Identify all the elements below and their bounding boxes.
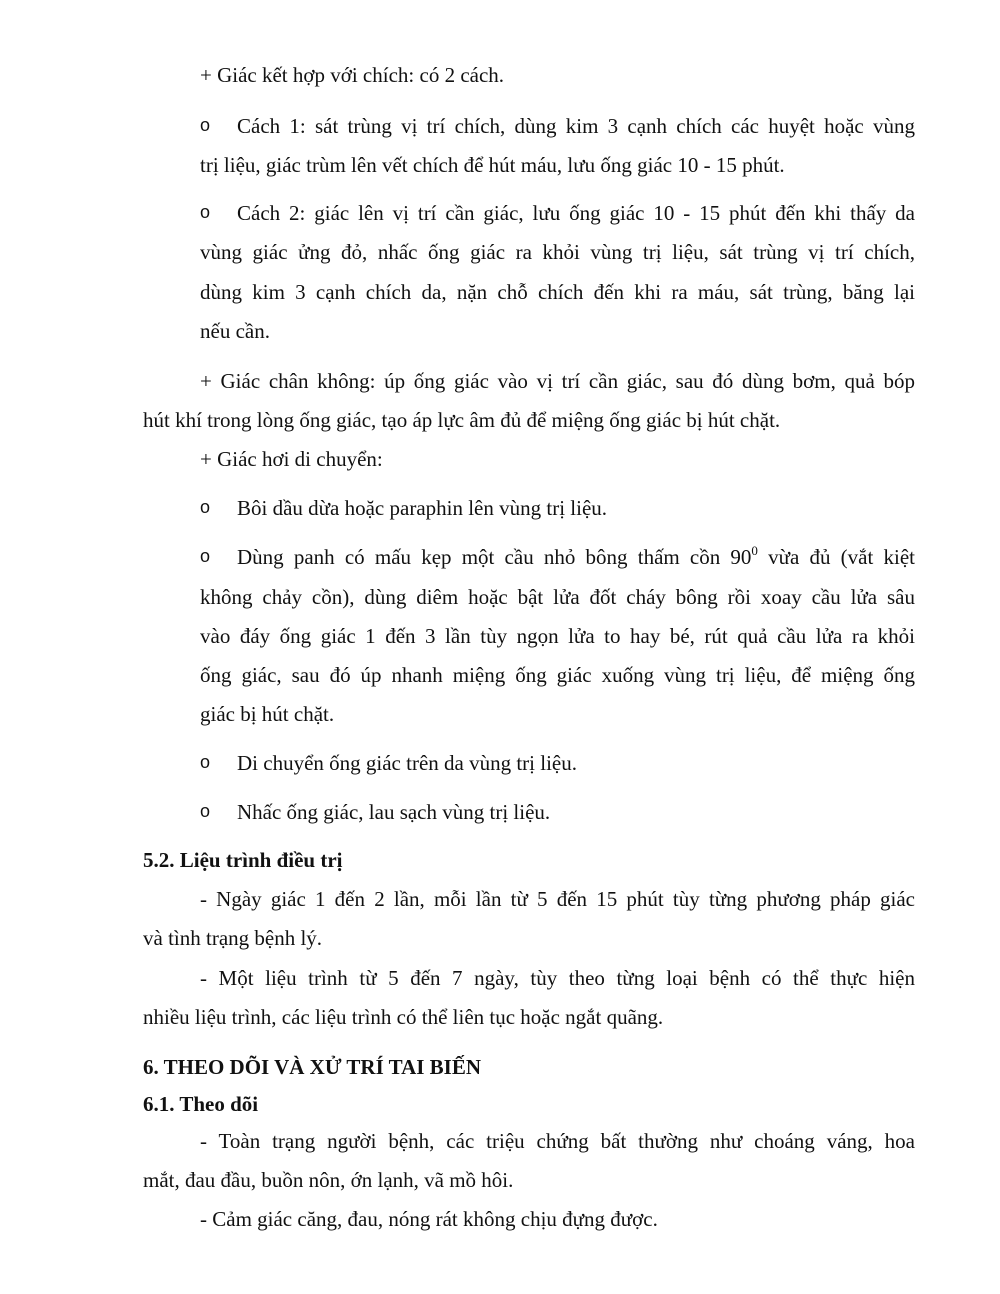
text-line: - Một liệu trình từ 5 đến 7 ngày, tùy theo từng loại bệnh có thể thực hiện [200, 966, 915, 990]
bullet-circle-icon: o [200, 546, 211, 566]
text-line: - Ngày giác 1 đến 2 lần, mỗi lần từ 5 đến 15 phút tùy từng phương pháp giác [200, 887, 915, 911]
text-line: Cách 2: giác lên vị trí cần giác, lưu ống giác 10 - 15 phút đến khi thấy da [237, 201, 915, 225]
text-line: trị liệu, giác trùm lên vết chích để hút máu, lưu ống giác 10 - 15 phút. [200, 153, 785, 177]
text-line: và tình trạng bệnh lý. [143, 926, 323, 950]
text-line: vào đáy ống giác 1 đến 3 lần tùy ngọn lửa to hay bé, rút quả cầu lửa ra khỏi [200, 624, 915, 648]
text-line: nhiều liệu trình, các liệu trình có thể liên tục hoặc ngắt quãng. [143, 1005, 664, 1029]
text-line: Bôi dầu dừa hoặc paraphin lên vùng trị liệu. [237, 496, 608, 520]
text-line: + Giác hơi di chuyển: [200, 447, 383, 471]
text-line: - Cảm giác căng, đau, nóng rát không chịu đựng được. [200, 1207, 658, 1231]
bullet-circle-icon: o [200, 801, 211, 821]
superscript-degree: 0 [751, 543, 758, 558]
bullet-circle-icon: o [200, 115, 211, 135]
text-line: - Toàn trạng người bệnh, các triệu chứng bất thường như choáng váng, hoa [200, 1129, 915, 1153]
text-line: không chảy cồn), dùng diêm hoặc bật lửa đốt cháy bông rồi xoay cầu lửa sâu [200, 585, 915, 609]
text-line: + Giác chân không: úp ống giác vào vị trí cần giác, sau đó dùng bơm, quả bóp [200, 369, 915, 393]
text-line: dùng kim 3 cạnh chích da, nặn chỗ chích đến khi ra máu, sát trùng, băng lại [200, 280, 915, 304]
text-run: vừa đủ (vắt kiệt [757, 545, 915, 569]
section-heading-6-1: 6.1. Theo dõi [143, 1092, 259, 1116]
section-heading-6: 6. THEO DÕI VÀ XỬ TRÍ TAI BIẾN [143, 1055, 482, 1079]
text-line: Nhấc ống giác, lau sạch vùng trị liệu. [237, 800, 551, 824]
text-line: Cách 1: sát trùng vị trí chích, dùng kim 3 cạnh chích các huyệt hoặc vùng [237, 114, 915, 138]
text-line: nếu cần. [200, 319, 270, 343]
text-line: hút khí trong lòng ống giác, tạo áp lực âm đủ để miệng ống giác bị hút chặt. [143, 408, 781, 432]
text-line: giác bị hút chặt. [200, 702, 335, 726]
text-line [237, 544, 915, 570]
bullet-circle-icon: o [200, 202, 211, 222]
section-heading-5-2: 5.2. Liệu trình điều trị [143, 848, 343, 872]
text-line: Di chuyển ống giác trên da vùng trị liệu. [237, 751, 577, 775]
text-line: mắt, đau đầu, buồn nôn, ớn lạnh, vã mồ hôi. [143, 1168, 514, 1192]
text-line: vùng giác ửng đỏ, nhấc ống giác ra khỏi vùng trị liệu, sát trùng vị trí chích, [200, 240, 915, 264]
bullet-circle-icon: o [200, 497, 211, 517]
bullet-circle-icon: o [200, 752, 211, 772]
text-line: + Giác kết hợp với chích: có 2 cách. [200, 63, 505, 87]
text-run: Dùng panh có mấu kẹp một cầu nhỏ bông thấm cồn 90 [237, 545, 752, 569]
text-line: ống giác, sau đó úp nhanh miệng ống giác xuống vùng trị liệu, để miệng ống [200, 663, 915, 687]
